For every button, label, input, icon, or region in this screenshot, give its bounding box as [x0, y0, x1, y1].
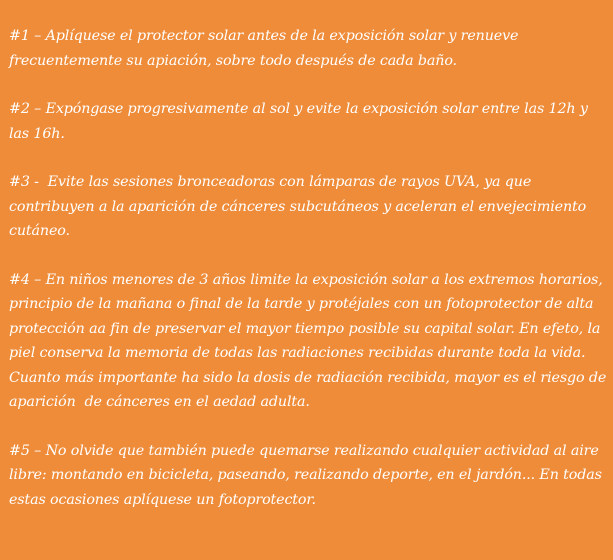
sun-protection-tips	[9, 24, 611, 536]
tip-1: #1 – Aplíquese el protector solar antes de la exposición solar y renueve frecuentemente su apiación, sobre todo después de cada baño.	[9, 28, 523, 69]
tip-5: #5 – No olvide que también puede quemarse realizando cualquier actividad al aire libre: montando en bicicleta, paseando, realizando deporte, en el jardón... En todas estas ocasiones aplíquese un fotoprotector.	[9, 442, 607, 508]
tip-4: #4 – En niños menores de 3 años limite la exposición solar a los extremos horarios, principio de la mañana o final de la tarde y protéjales con un fotoprotector de alta protección aa fin de preservar el mayor tiempo posible su capital solar. En efeto, la piel conserva la memoria de todas las radiaciones recibidas durante toda la vida. Cuanto más importante ha sido la dosis de radiación recibida, mayor es el riesgo de aparición de cánceres en el aedad adulta.	[9, 271, 611, 410]
tip-3: #3 - Evite las sesiones bronceadoras con lámparas de rayos UVA, ya que contribuyen a la aparición de cánceres subcutáneos y aceleran el envejecimiento cutáneo.	[9, 174, 591, 239]
tip-2: #2 – Expóngase progresivamente al sol y evite la exposición solar entre las 12h y las 16h.	[9, 101, 593, 142]
